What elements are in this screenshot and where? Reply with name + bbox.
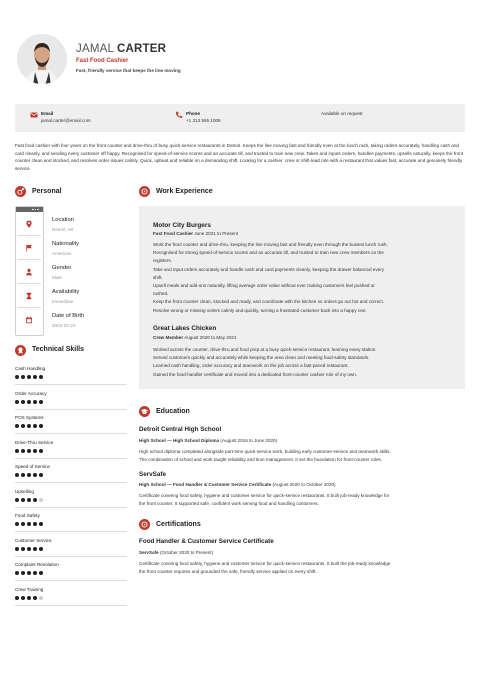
skill-dot-filled <box>15 400 19 404</box>
flag-icon <box>25 244 33 252</box>
education-dates-2: (August 2020 to October 2020) <box>272 482 336 487</box>
skill-dot-filled <box>33 424 37 428</box>
skill-item <box>15 464 127 477</box>
skill-item <box>15 587 127 600</box>
skill-name: Crew Training <box>15 586 44 592</box>
education-line: High school diploma completed alongside part-time quick-service work, building early customer-service and teamwork skills. <box>139 449 391 454</box>
personal-heading: Personal <box>32 188 62 195</box>
skill-dot-filled <box>15 547 19 551</box>
skill-dot-filled <box>39 522 43 526</box>
skill-dot-filled <box>27 498 31 502</box>
skill-rating <box>15 547 127 551</box>
education-line: Certificate covering food safety, hygiene and customer service for quick-service restaurants. It built job-ready knowledge for <box>139 493 390 498</box>
birthdate-label: Date of Birth <box>52 313 85 319</box>
skill-dot-filled <box>21 547 25 551</box>
skill-item <box>15 489 127 502</box>
email-label: Email <box>41 111 54 116</box>
job-company-2: Great Lakes Chicken <box>153 325 217 332</box>
skill-dot-filled <box>27 547 31 551</box>
skill-item <box>15 415 127 428</box>
location-value: Detroit, MI <box>52 227 74 232</box>
skill-dot-filled <box>15 498 19 502</box>
skill-dot-filled <box>27 375 31 379</box>
skill-dot-filled <box>21 571 25 575</box>
skill-item <box>15 391 127 404</box>
birthdate-value: 2002-03-22 <box>52 323 76 328</box>
skill-dot-filled <box>15 375 19 379</box>
job-meta-2 <box>153 335 237 340</box>
personal-separator <box>18 307 41 308</box>
personal-separator <box>18 259 41 260</box>
skill-name: POS Systems <box>15 415 44 420</box>
skill-item <box>15 562 127 575</box>
profile-photo <box>17 34 67 84</box>
skill-dot-filled <box>39 424 43 428</box>
skill-rating <box>15 498 127 502</box>
job-meta-1 <box>153 231 238 236</box>
skill-dot-filled <box>39 571 43 575</box>
skill-dot-filled <box>15 449 19 453</box>
skill-dot-filled <box>21 473 25 477</box>
job-description-2 <box>153 346 453 379</box>
skill-dot-filled <box>21 449 25 453</box>
skill-dot-filled <box>27 400 31 404</box>
skill-divider <box>15 409 127 410</box>
contact-email <box>41 111 91 123</box>
education-description-1 <box>139 448 465 464</box>
skill-dot-empty <box>39 498 43 502</box>
skill-item <box>15 538 127 551</box>
education-line: The combination of school and work taught reliability and time management. It set the foundation for front-counter roles. <box>139 457 383 463</box>
skill-rating <box>15 596 127 600</box>
job-role-1: Fast Food Cashier <box>153 231 194 236</box>
skill-divider <box>15 482 127 483</box>
certifications-icon <box>139 519 150 530</box>
nationality-label: Nationality <box>52 241 80 247</box>
personal-separator <box>18 283 41 284</box>
certification-description-1 <box>139 560 465 576</box>
certification-title-1: Food Handler & Customer Service Certificate <box>139 538 274 545</box>
availability-value: Available on request <box>321 111 363 116</box>
skill-rating <box>15 449 127 453</box>
education-detail-2: High School — Food Handler & Customer Service Certificate <box>139 482 272 487</box>
work-heading: Work Experience <box>156 188 213 195</box>
skill-dot-filled <box>33 400 37 404</box>
education-school-1: Detroit Central High School <box>139 426 222 433</box>
skill-dot-filled <box>27 449 31 453</box>
skill-dot-filled <box>27 522 31 526</box>
education-description-2 <box>139 492 465 508</box>
education-school-2: ServSafe <box>139 471 166 478</box>
email-value[interactable]: jamal.carter@email.com <box>41 118 91 123</box>
profile-summary: Fast food cashier with four years on the front counter and drive-thru of busy quick-service restaurants in Detroit. Keeps the line moving fast and friendly even at the lunch rush, taking orders accurately, handling cash and card cleanly, and sending every customer off happy. Recognised for speed-of-service scores and an accurate till, and trusted to train new crew. Takes and inputs orders, handles payments, upsells naturally, keeps the front counter clean and stocked, and resolves order issues calmly. Quick, upbeat and reliable on a demanding shift. Looking for a cashier, crew or shift-lead role with a restaurant that values fast, accurate and genuinely friendly service. <box>15 143 463 172</box>
skill-divider <box>15 556 127 557</box>
certifications-heading: Certifications <box>156 521 201 528</box>
skill-item <box>15 440 127 453</box>
personal-separator <box>18 235 41 236</box>
availability-label: Availability <box>52 289 80 295</box>
skill-dot-filled <box>39 375 43 379</box>
skill-dot-filled <box>39 547 43 551</box>
job-line: rushed. <box>153 291 169 297</box>
job-dates-1: June 2021 to Present <box>194 231 239 236</box>
job-line: Gained the food-handler certificate and moved into a dedicated front-counter cashier role of my own. <box>153 371 358 377</box>
nationality-value: American <box>52 251 72 256</box>
job-description-1 <box>153 241 453 315</box>
gender-label: Gender <box>52 265 72 271</box>
personal-details <box>15 206 127 336</box>
skill-dot-filled <box>39 400 43 404</box>
job-line: Served customers quickly and accurately while keeping the area clean and meeting food-safety standards. <box>153 355 370 361</box>
skill-dot-filled <box>27 571 31 575</box>
skill-dot-filled <box>21 375 25 379</box>
skill-dot-filled <box>33 571 37 575</box>
skill-dot-filled <box>27 424 31 428</box>
location-icon <box>25 220 33 228</box>
calendar-icon <box>25 316 33 324</box>
sidebar-top-strip <box>16 207 43 212</box>
skill-dot-filled <box>27 473 31 477</box>
skill-dot-filled <box>15 596 19 600</box>
skill-name: Complaint Resolution <box>15 562 59 567</box>
work-icon <box>139 186 150 197</box>
skill-dot-filled <box>15 522 19 526</box>
location-label: Location <box>52 217 74 223</box>
job-line: Take and input orders accurately and handle cash and card payments cleanly, keeping the drawer balanced every <box>153 266 385 272</box>
skill-dot-filled <box>33 473 37 477</box>
skill-dot-filled <box>15 424 19 428</box>
skill-name: Order Accuracy <box>15 390 47 396</box>
skill-item <box>15 366 127 379</box>
skill-dot-filled <box>21 596 25 600</box>
certification-dates-1: (October 2020 to Present) <box>159 550 214 555</box>
job-line: shift. <box>153 274 163 280</box>
skill-divider <box>15 605 127 606</box>
phone-icon <box>175 111 183 119</box>
resume-header <box>15 34 465 86</box>
skill-dot-filled <box>15 571 19 575</box>
skill-rating <box>15 424 127 428</box>
skill-dot-filled <box>39 473 43 477</box>
skill-item <box>15 513 127 526</box>
skill-name: Cash Handling <box>15 366 46 371</box>
skill-dot-filled <box>33 522 37 526</box>
skill-dot-filled <box>15 473 19 477</box>
certification-issuer-1: ServSafe <box>139 550 159 555</box>
personal-icon <box>15 186 26 197</box>
skill-rating <box>15 400 127 404</box>
skill-dot-filled <box>33 547 37 551</box>
last-name: CARTER <box>117 43 167 55</box>
job-company-1: Motor City Burgers <box>153 222 211 229</box>
hourglass-icon <box>25 292 33 300</box>
education-dates-1: (August 2016 to June 2020) <box>220 438 278 443</box>
skill-divider <box>15 458 127 459</box>
skill-dot-filled <box>33 596 37 600</box>
job-dates-2: August 2020 to May 2021 <box>184 335 237 340</box>
job-line: Resolve wrong or missing orders calmly and quickly, turning a frustrated customer back into a happy one. <box>153 307 367 313</box>
job-line: Learned cash handling, order accuracy and teamwork on the job across a fast-paced restaurant. <box>153 363 349 369</box>
phone-label: Phone <box>186 111 201 116</box>
skill-divider <box>15 433 127 434</box>
certification-line: the front counter requires and grounded the safe, friendly service applied on every shift. <box>139 569 317 575</box>
availability-detail: Immediate <box>52 299 74 304</box>
job-line: Work the front counter and drive-thru, keeping the line moving fast and friendly even through the busiest lunch rush. <box>153 242 388 247</box>
skills-heading: Technical Skills <box>32 346 85 353</box>
skill-divider <box>15 580 127 581</box>
skill-divider <box>15 531 127 532</box>
certification-meta-1 <box>139 550 213 555</box>
skill-dot-filled <box>21 498 25 502</box>
job-role-2: Crew Member <box>153 335 184 340</box>
phone-value[interactable]: +1 313 555 1006 <box>186 118 221 123</box>
skill-divider <box>15 384 127 385</box>
personal-row-birthdate <box>15 310 127 334</box>
skill-dot-filled <box>33 449 37 453</box>
job-line: Keep the front counter clean, stocked and ready, and coordinate with the kitchen so orders go out hot and correct. <box>153 299 385 305</box>
skill-divider <box>15 507 127 508</box>
person-icon <box>25 268 33 276</box>
skill-rating <box>15 375 127 379</box>
work-panel <box>139 206 465 389</box>
skill-dot-filled <box>33 375 37 379</box>
skill-name: Food Safety <box>15 513 40 518</box>
gender-value: Male <box>52 275 62 280</box>
job-title: Fast Food Cashier <box>76 58 129 64</box>
job-line: Upsell meals and add-ons naturally, lifting average order value without ever making customers feel pushed or <box>153 283 375 289</box>
skill-name: Speed of Service <box>15 464 50 469</box>
skill-name: Upselling <box>15 488 34 494</box>
first-name: JAMAL <box>76 43 114 55</box>
contact-bar <box>15 104 465 132</box>
skill-rating <box>15 571 127 575</box>
education-meta-2 <box>139 482 336 487</box>
tagline: Fast, friendly service that keeps the line moving <box>76 68 181 73</box>
skill-dot-filled <box>33 498 37 502</box>
education-detail-1: High School — High School Diploma <box>139 438 220 443</box>
skill-dot-filled <box>21 400 25 404</box>
skill-dot-empty <box>39 596 43 600</box>
education-icon <box>139 406 150 417</box>
certification-line: Certificate covering food safety, hygiene and customer service for quick-service restaurants. It built the job-ready knowledge <box>139 561 391 566</box>
skill-name: Drive-Thru Service <box>15 439 54 445</box>
job-line: Worked across the counter, drive-thru and food prep at a busy quick-service restaurant, learning every station. <box>153 347 377 352</box>
contact-phone <box>186 111 221 123</box>
job-line: Recognised for strong speed-of-service scores and an accurate till, and trusted to train new crew members on the <box>153 250 384 256</box>
education-heading: Education <box>156 408 190 415</box>
skill-name: Customer Service <box>15 537 52 543</box>
job-line: registers. <box>153 258 172 264</box>
email-icon <box>30 111 38 119</box>
skill-dot-filled <box>21 424 25 428</box>
skill-rating <box>15 473 127 477</box>
skill-dot-filled <box>39 449 43 453</box>
education-meta-1 <box>139 438 277 443</box>
skill-dot-filled <box>27 596 31 600</box>
skill-dot-filled <box>21 522 25 526</box>
education-line: the front counter. It supported safe, confident work serving food and handling customers. <box>139 501 319 507</box>
candidate-name <box>76 43 166 55</box>
skill-rating <box>15 522 127 526</box>
contact-availability <box>321 111 363 116</box>
skills-icon <box>15 345 26 356</box>
